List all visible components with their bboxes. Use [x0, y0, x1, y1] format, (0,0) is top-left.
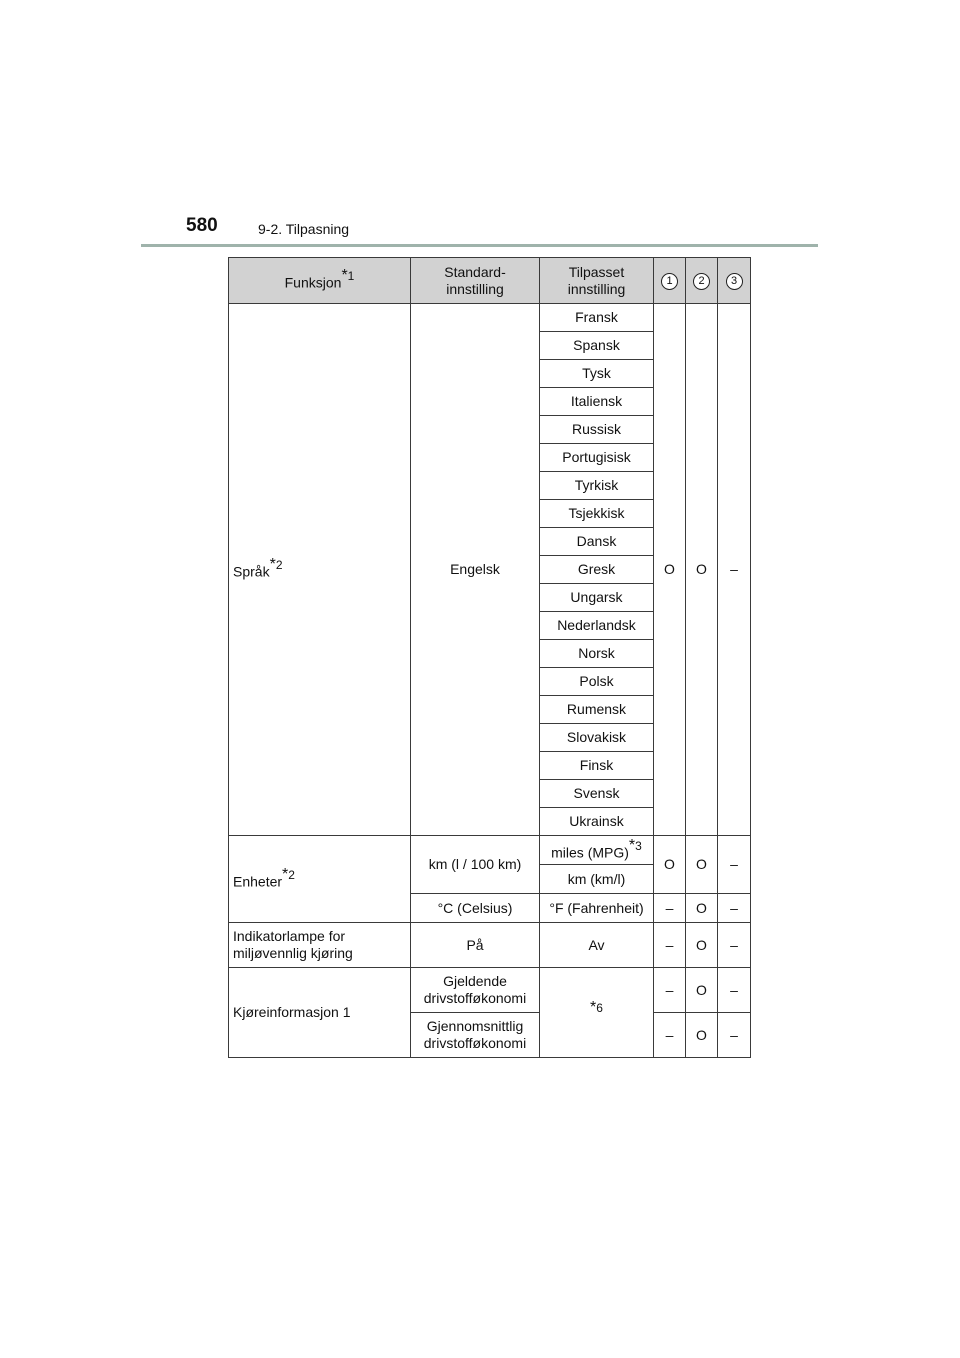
col-header-function-label: Funksjon — [284, 274, 342, 291]
col-header-default-line1: Standard- — [444, 263, 506, 280]
language-option: Nederlandsk — [540, 612, 654, 640]
language-option: Rumensk — [540, 696, 654, 724]
language-option: Portugisisk — [540, 444, 654, 472]
language-option: Fransk — [540, 304, 654, 332]
units-distance-col2-cell: O — [686, 836, 718, 894]
units-distance-default-cell: km (l / 100 km) — [411, 836, 540, 894]
customization-table — [228, 257, 751, 1058]
footnote-marker: *1 — [341, 267, 355, 285]
footnote-marker: *6 — [590, 999, 603, 1017]
col-header-default-line2: innstilling — [446, 280, 504, 297]
footnote-marker: *2 — [269, 556, 283, 574]
language-option: Ungarsk — [540, 584, 654, 612]
units-temp-default-cell: °C (Celsius) — [411, 894, 540, 923]
drive-info-item2-col2-cell: O — [686, 1013, 718, 1058]
units-temp-col3-cell: – — [718, 894, 751, 923]
table-row-eco-indicator — [229, 923, 751, 968]
drive-info-item1-col3-cell: – — [718, 968, 751, 1013]
section-title: 9-2. Tilpasning — [258, 221, 350, 237]
col-header-custom-line2: innstilling — [567, 280, 626, 297]
drive-info-item2-col3-cell: – — [718, 1013, 751, 1058]
units-distance-option-1-label: miles (MPG) — [551, 844, 629, 861]
drive-info-item1-col2-cell: O — [686, 968, 718, 1013]
eco-function-line2: miljøvennlig kjøring — [233, 945, 353, 961]
col-header-custom-line1: Tilpasset — [568, 263, 625, 280]
language-option: Spansk — [540, 332, 654, 360]
units-distance-col3-cell: – — [718, 836, 751, 894]
units-function-label: Enheter — [233, 873, 283, 890]
drive-info-item1-cell — [411, 968, 540, 1013]
language-option: Slovakisk — [540, 724, 654, 752]
language-col2-cell: O — [686, 304, 718, 836]
units-distance-option-2: km (km/l) — [540, 865, 654, 894]
drive-info-function-cell: Kjøreinformasjon 1 — [229, 968, 411, 1058]
units-temp-custom-cell: °F (Fahrenheit) — [540, 894, 654, 923]
drive-info-item1-line1: Gjeldende — [443, 973, 507, 989]
units-distance-option-1 — [540, 836, 654, 865]
eco-col1-cell: – — [654, 923, 686, 968]
language-option: Italiensk — [540, 388, 654, 416]
eco-default-cell: På — [411, 923, 540, 968]
language-option: Tyrkisk — [540, 472, 654, 500]
language-function-cell — [229, 304, 411, 836]
language-col1-cell: O — [654, 304, 686, 836]
eco-function-line1: Indikatorlampe for — [233, 928, 346, 944]
drive-info-item2-line1: Gjennomsnittlig — [426, 1018, 524, 1034]
drive-info-custom-cell — [540, 968, 654, 1058]
table-header-row — [229, 258, 751, 304]
eco-col3-cell: – — [718, 923, 751, 968]
language-option: Dansk — [540, 528, 654, 556]
language-option: Finsk — [540, 752, 654, 780]
circled-number-2-icon: 2 — [693, 273, 710, 290]
language-function-label: Språk — [233, 563, 270, 580]
col-header-3 — [718, 258, 751, 304]
units-distance-col1-cell: O — [654, 836, 686, 894]
drive-info-item1-col1-cell: – — [654, 968, 686, 1013]
language-option: Tsjekkisk — [540, 500, 654, 528]
table-row-units-distance — [229, 836, 751, 865]
header-divider — [141, 244, 818, 247]
footnote-marker: *3 — [628, 836, 642, 854]
eco-custom-cell: Av — [540, 923, 654, 968]
col-header-custom — [540, 258, 654, 304]
language-default-cell: Engelsk — [411, 304, 540, 836]
drive-info-item2-line2: drivstofføkonomi — [423, 1035, 527, 1051]
drive-info-item2-col1-cell: – — [654, 1013, 686, 1058]
table-row-language — [229, 304, 751, 332]
language-col3-cell: – — [718, 304, 751, 836]
units-function-cell — [229, 836, 411, 923]
footnote-marker: *2 — [282, 865, 295, 883]
col-header-2 — [686, 258, 718, 304]
eco-col2-cell: O — [686, 923, 718, 968]
circled-number-3-icon: 3 — [726, 273, 743, 290]
language-option: Norsk — [540, 640, 654, 668]
eco-function-cell — [229, 923, 411, 968]
col-header-function — [229, 258, 411, 304]
language-option: Svensk — [540, 780, 654, 808]
table-row-drive-info-current — [229, 968, 751, 1013]
units-temp-col1-cell: – — [654, 894, 686, 923]
col-header-1 — [654, 258, 686, 304]
language-option: Russisk — [540, 416, 654, 444]
language-option: Polsk — [540, 668, 654, 696]
col-header-default — [411, 258, 540, 304]
drive-info-item2-cell — [411, 1013, 540, 1058]
language-option: Tysk — [540, 360, 654, 388]
circled-number-1-icon: 1 — [661, 273, 678, 290]
units-temp-col2-cell: O — [686, 894, 718, 923]
language-option: Ukrainsk — [540, 808, 654, 836]
drive-info-item1-line2: drivstofføkonomi — [423, 990, 527, 1006]
language-option: Gresk — [540, 556, 654, 584]
page-number: 580 — [186, 215, 218, 236]
